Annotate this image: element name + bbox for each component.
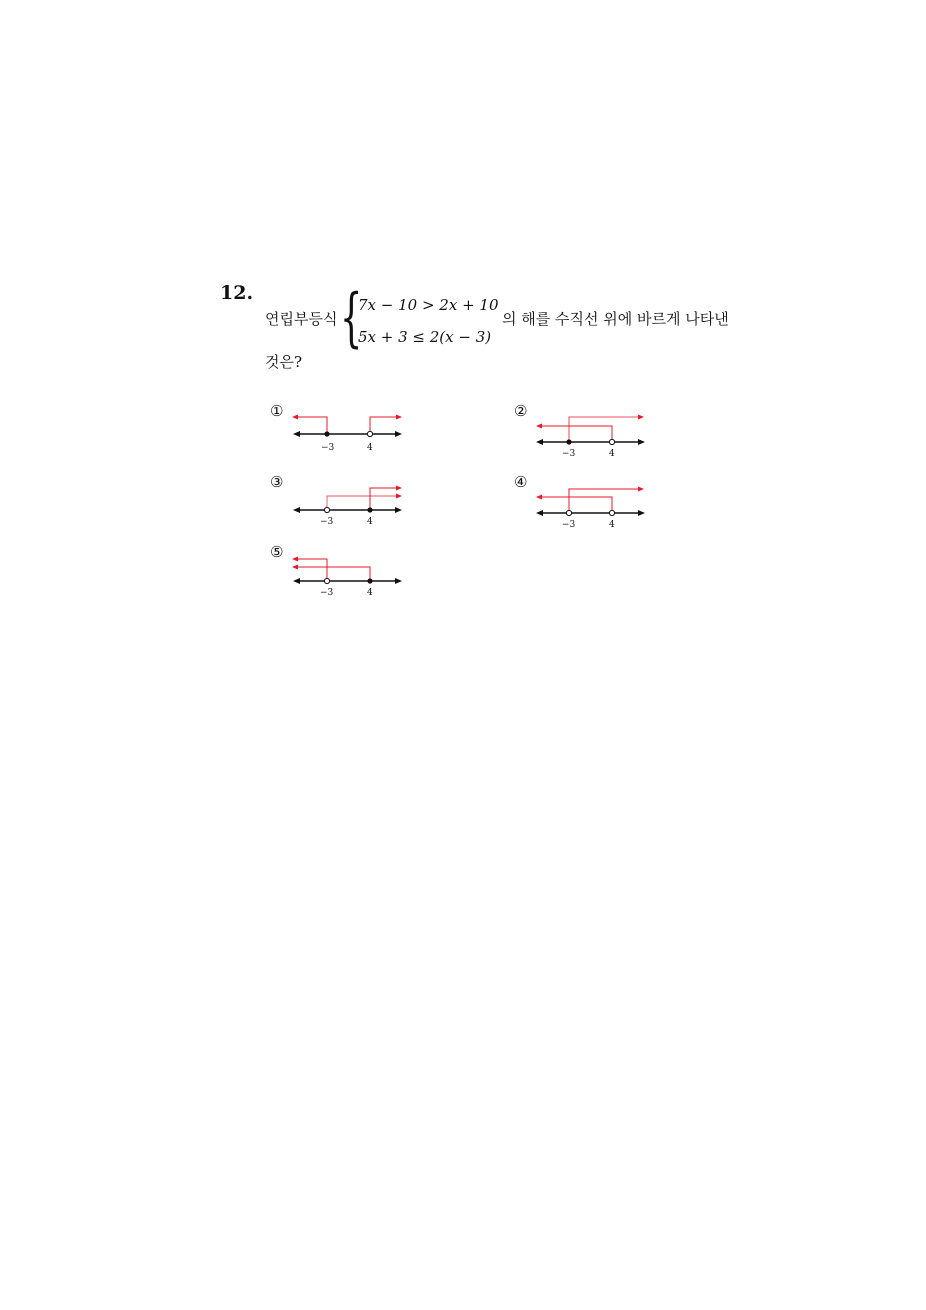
ray-arrowhead bbox=[536, 495, 542, 500]
closed-dot-4 bbox=[367, 578, 372, 583]
ray-right-from-neg3 bbox=[327, 496, 398, 510]
tick-label-neg3: −3 bbox=[562, 449, 576, 459]
ray-left-from-neg3 bbox=[296, 417, 327, 434]
choice-3-number-line[interactable] bbox=[290, 481, 410, 531]
tick-label-neg3: −3 bbox=[320, 588, 334, 598]
choice-3-label[interactable]: ③ bbox=[270, 473, 284, 491]
axis-left-arrowhead bbox=[293, 507, 300, 513]
open-dot-neg3 bbox=[324, 507, 329, 512]
ray-arrowhead bbox=[396, 494, 402, 499]
ray-right-from-4 bbox=[370, 488, 398, 510]
choice-2-label[interactable]: ② bbox=[514, 402, 528, 420]
axis-right-arrowhead bbox=[638, 439, 645, 445]
ray-arrowhead bbox=[396, 415, 402, 420]
ray-arrowhead bbox=[292, 565, 298, 570]
choice-4-number-line[interactable] bbox=[533, 484, 653, 534]
tick-label-neg3: −3 bbox=[321, 443, 335, 453]
open-dot-4 bbox=[609, 510, 614, 515]
ray-left-from-4 bbox=[296, 567, 370, 581]
question-stem-suffix: 의 해를 수직선 위에 바르게 나타낸 bbox=[502, 310, 729, 328]
tick-label-4: 4 bbox=[367, 588, 373, 598]
ray-arrowhead bbox=[292, 415, 298, 420]
ray-arrowhead bbox=[396, 486, 402, 491]
axis-right-arrowhead bbox=[395, 431, 402, 437]
ray-left-from-4 bbox=[540, 426, 612, 442]
closed-dot-4 bbox=[367, 507, 372, 512]
axis-left-arrowhead bbox=[293, 578, 300, 584]
closed-dot-neg3 bbox=[566, 439, 571, 444]
axis-right-arrowhead bbox=[395, 507, 402, 513]
choice-1-number-line[interactable] bbox=[290, 405, 410, 455]
tick-label-4: 4 bbox=[367, 517, 373, 527]
ray-arrowhead bbox=[292, 557, 298, 562]
tick-label-4: 4 bbox=[609, 449, 615, 459]
inequality-1: 7x − 10 > 2x + 10 bbox=[358, 296, 499, 314]
ray-right-from-neg3 bbox=[569, 489, 640, 513]
ray-left-from-4 bbox=[540, 497, 612, 513]
tick-label-4: 4 bbox=[609, 520, 615, 530]
axis-left-arrowhead bbox=[293, 431, 300, 437]
axis-left-arrowhead bbox=[536, 510, 543, 516]
inequality-2: 5x + 3 ≤ 2(x − 3) bbox=[358, 328, 492, 346]
tick-label-4: 4 bbox=[367, 443, 373, 453]
ray-arrowhead bbox=[536, 424, 542, 429]
axis-left-arrowhead bbox=[536, 439, 543, 445]
question-number: 12. bbox=[220, 282, 254, 304]
choice-5-label[interactable]: ⑤ bbox=[270, 543, 284, 561]
open-dot-4 bbox=[609, 439, 614, 444]
open-dot-4 bbox=[367, 431, 372, 436]
ray-right-from-neg3 bbox=[569, 417, 640, 442]
open-dot-neg3 bbox=[324, 578, 329, 583]
open-dot-neg3 bbox=[566, 510, 571, 515]
axis-right-arrowhead bbox=[638, 510, 645, 516]
ray-right-from-4 bbox=[370, 417, 398, 434]
tick-label-neg3: −3 bbox=[562, 520, 576, 530]
axis-right-arrowhead bbox=[395, 578, 402, 584]
choice-2-number-line[interactable] bbox=[533, 411, 653, 461]
closed-dot-neg3 bbox=[324, 431, 329, 436]
tick-label-neg3: −3 bbox=[320, 517, 334, 527]
ray-arrowhead bbox=[638, 487, 644, 492]
ray-arrowhead bbox=[638, 415, 644, 420]
ray-left-from-neg3 bbox=[296, 559, 327, 581]
choice-5-number-line[interactable] bbox=[290, 552, 410, 602]
system-brace: { bbox=[340, 281, 363, 355]
choice-1-label[interactable]: ① bbox=[270, 402, 284, 420]
choice-4-label[interactable]: ④ bbox=[514, 473, 528, 491]
question-stem-end: 것은? bbox=[265, 353, 303, 371]
question-stem-prefix: 연립부등식 bbox=[265, 310, 338, 328]
